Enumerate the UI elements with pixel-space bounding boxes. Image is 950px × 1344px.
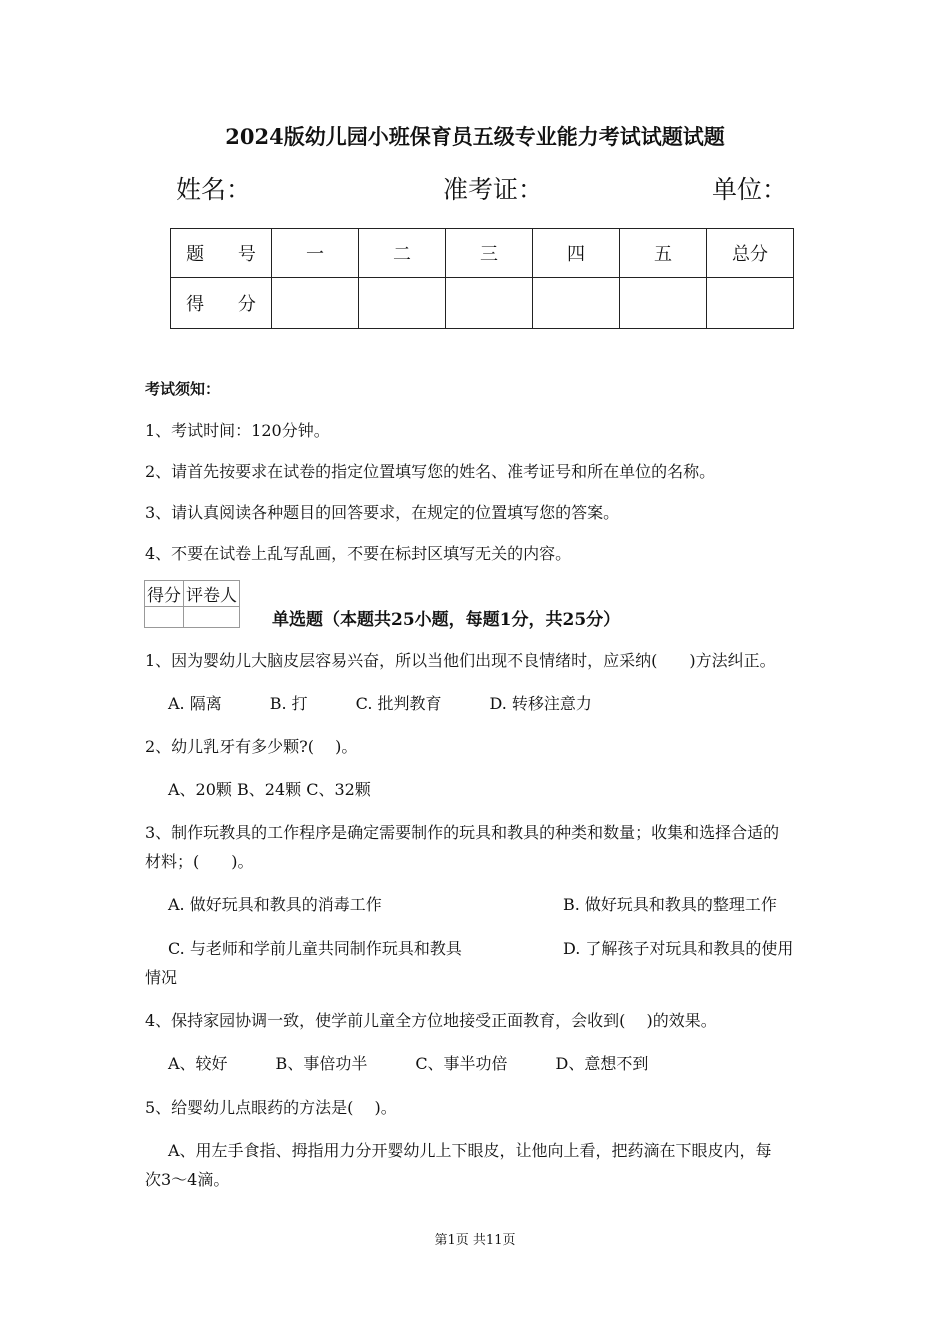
question-5: 5、给婴幼儿点眼药的方法是( )。 xyxy=(145,1098,397,1117)
question-3-line-2: 材料；( )。 xyxy=(145,852,254,871)
question-5-option-a-line-1: A、用左手食指、拇指用力分开婴幼儿上下眼皮，让他向上看，把药滴在下眼皮内，每 xyxy=(168,1141,772,1160)
notice-item-1: 1、考试时间：120分钟。 xyxy=(145,421,330,440)
question-4-options: A、较好 B、事倍功半 C、事半功倍 D、意想不到 xyxy=(168,1054,649,1073)
question-5-option-a-line-2: 次3～4滴。 xyxy=(145,1170,230,1189)
question-4: 4、保持家园协调一致，使学前儿童全方位地接受正面教育，会收到( )的效果。 xyxy=(145,1011,717,1030)
score-header-1: 一 xyxy=(272,229,359,278)
score-header-3: 三 xyxy=(446,229,533,278)
score-cell-2 xyxy=(359,278,446,329)
notice-heading: 考试须知： xyxy=(145,380,221,398)
score-header-label: 题 号 xyxy=(171,229,272,278)
score-header-2: 二 xyxy=(359,229,446,278)
notice-item-3: 3、请认真阅读各种题目的回答要求，在规定的位置填写您的答案。 xyxy=(145,503,620,522)
score-header-4: 四 xyxy=(533,229,620,278)
question-1: 1、因为婴幼儿大脑皮层容易兴奋，所以当他们出现不良情绪时，应采纳( )方法纠正。 xyxy=(145,651,776,670)
page-footer: 第1页 共11页 xyxy=(434,1233,516,1248)
score-header-5: 五 xyxy=(620,229,707,278)
question-3-option-d-continued: 情况 xyxy=(145,968,178,987)
score-cell-3 xyxy=(446,278,533,329)
question-2: 2、幼儿乳牙有多少颗?( )。 xyxy=(145,737,358,756)
name-field-label: 姓名： xyxy=(176,175,252,204)
score-table-header-row xyxy=(171,229,794,278)
grader-reviewer-label: 评卷人 xyxy=(184,581,240,607)
score-header-total: 总分 xyxy=(707,229,794,278)
score-cell-1 xyxy=(272,278,359,329)
notice-item-2: 2、请首先按要求在试卷的指定位置填写您的姓名、准考证号和所在单位的名称。 xyxy=(145,462,716,481)
score-table-score-row xyxy=(171,278,794,329)
grader-score-label: 得分 xyxy=(145,581,184,607)
score-row-label: 得 分 xyxy=(171,278,272,329)
question-3-option-d: D. 了解孩子对玩具和教具的使用 xyxy=(563,939,794,958)
question-3-option-b: B. 做好玩具和教具的整理工作 xyxy=(563,895,777,914)
question-1-options: A. 隔离 B. 打 C. 批判教育 D. 转移注意力 xyxy=(168,694,592,713)
question-3-option-a: A. 做好玩具和教具的消毒工作 xyxy=(168,895,382,914)
page-title: 2024版幼儿园小班保育员五级专业能力考试试题试题 xyxy=(225,124,725,149)
score-cell-total xyxy=(707,278,794,329)
notice-item-4: 4、不要在试卷上乱写乱画，不要在标封区填写无关的内容。 xyxy=(145,544,572,563)
score-cell-5 xyxy=(620,278,707,329)
exam-id-field-label: 准考证： xyxy=(443,175,544,204)
section-title: 单选题（本题共25小题，每题1分，共25分） xyxy=(272,610,621,630)
question-3-option-c: C. 与老师和学前儿童共同制作玩具和教具 xyxy=(168,939,462,958)
question-2-options: A、20颗 B、24颗 C、32颗 xyxy=(168,780,371,799)
score-table xyxy=(170,228,794,329)
grader-score-cell xyxy=(145,607,184,628)
score-cell-4 xyxy=(533,278,620,329)
grader-table xyxy=(144,580,240,628)
grader-reviewer-cell xyxy=(184,607,240,628)
question-3-line-1: 3、制作玩教具的工作程序是确定需要制作的玩具和教具的种类和数量；收集和选择合适的 xyxy=(145,823,780,842)
unit-field-label: 单位： xyxy=(712,175,788,204)
